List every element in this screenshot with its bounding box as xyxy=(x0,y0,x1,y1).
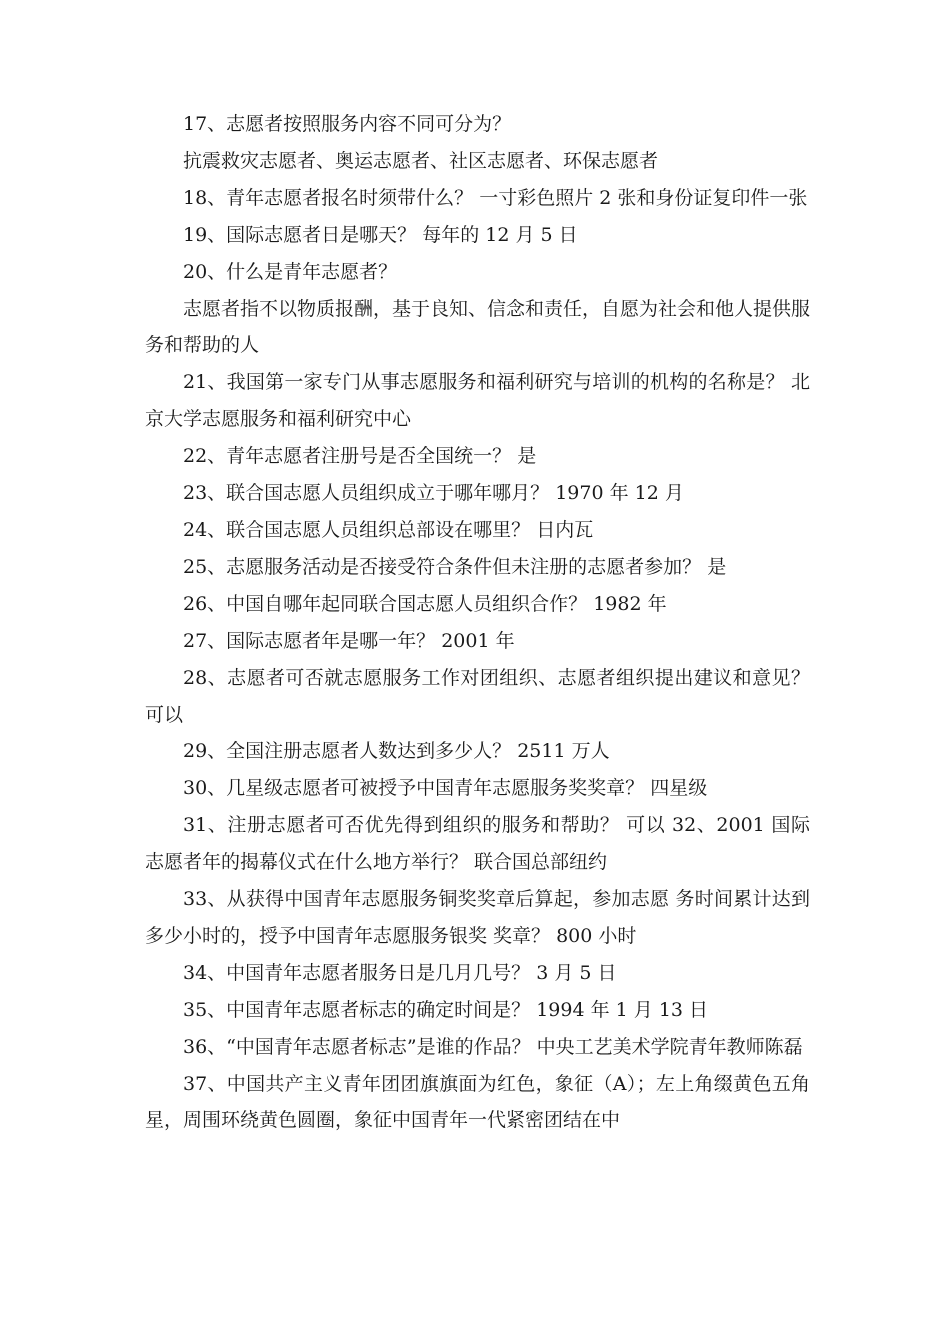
paragraph-q34: 34、中国青年志愿者服务日是几月几号？ 3 月 5 日 xyxy=(183,961,617,984)
paragraph-q29: 29、全国注册志愿者人数达到多少人？ 2511 万人 xyxy=(183,740,610,763)
paragraph-q23: 23、联合国志愿人员组织成立于哪年哪月？ 1970 年 12 月 xyxy=(183,482,684,505)
paragraph-q21: 21、我国第一家专门从事志愿服务和福利研究与培训的机构的名称是？ 北京大学志愿服务和福利研究中心 xyxy=(145,371,810,431)
paragraph-q22: 22、青年志愿者注册号是否全国统一？ 是 xyxy=(183,445,537,468)
paragraph-q25: 25、志愿服务活动是否接受符合条件但未注册的志愿者参加？ 是 xyxy=(183,555,727,578)
paragraph-q33: 33、从获得中国青年志愿服务铜奖奖章后算起，参加志愿 务时间累计达到多少小时的，授予中国青年志愿服务银奖 奖章？ 800 小时 xyxy=(145,888,810,947)
paragraph-q20: 20、什么是青年志愿者？ xyxy=(183,260,398,283)
paragraph-q35: 35、中国青年志愿者标志的确定时间是？ 1994 年 1 月 13 日 xyxy=(183,998,709,1021)
paragraph-q30: 30、几星级志愿者可被授予中国青年志愿服务奖奖章？ 四星级 xyxy=(183,777,708,800)
paragraph-a17: 抗震救灾志愿者、奥运志愿者、社区志愿者、环保志愿者 xyxy=(183,149,659,172)
paragraph-q27: 27、国际志愿者年是哪一年？ 2001 年 xyxy=(183,629,515,652)
paragraph-a20: 志愿者指不以物质报酬，基于良知、信念和责任，自愿为社会和他人提供服务和帮助的人 xyxy=(145,297,811,357)
paragraph-q37: 37、中国共产主义青年团团旗旗面为红色，象征（A）；左上角缀黄色五角星，周围环绕黄色圆圈，象征中国青年一代紧密团结在中 xyxy=(145,1072,810,1132)
paragraph-q18: 18、青年志愿者报名时须带什么？ 一寸彩色照片 2 张和身份证复印件一张 xyxy=(183,186,808,209)
paragraph-q28: 28、志愿者可否就志愿服务工作对团组织、志愿者组织提出建议和意见？ 可以 xyxy=(145,666,810,726)
document-body xyxy=(145,106,810,1139)
paragraph-q31-q32: 31、注册志愿者可否优先得到组织的服务和帮助？ 可以 32、2001 国际志愿者年的揭幕仪式在什么地方举行？ 联合国总部纽约 xyxy=(145,814,810,874)
paragraph-q26: 26、中国自哪年起同联合国志愿人员组织合作？ 1982 年 xyxy=(183,592,667,615)
paragraph-q17: 17、志愿者按照服务内容不同可分为？ xyxy=(183,113,512,135)
paragraph-q19: 19、国际志愿者日是哪天？ 每年的 12 月 5 日 xyxy=(183,223,578,246)
paragraph-q36: 36、“中国青年志愿者标志”是谁的作品？ 中央工艺美术学院青年教师陈磊 xyxy=(183,1035,803,1058)
paragraph-q24: 24、联合国志愿人员组织总部设在哪里？ 日内瓦 xyxy=(183,518,594,541)
